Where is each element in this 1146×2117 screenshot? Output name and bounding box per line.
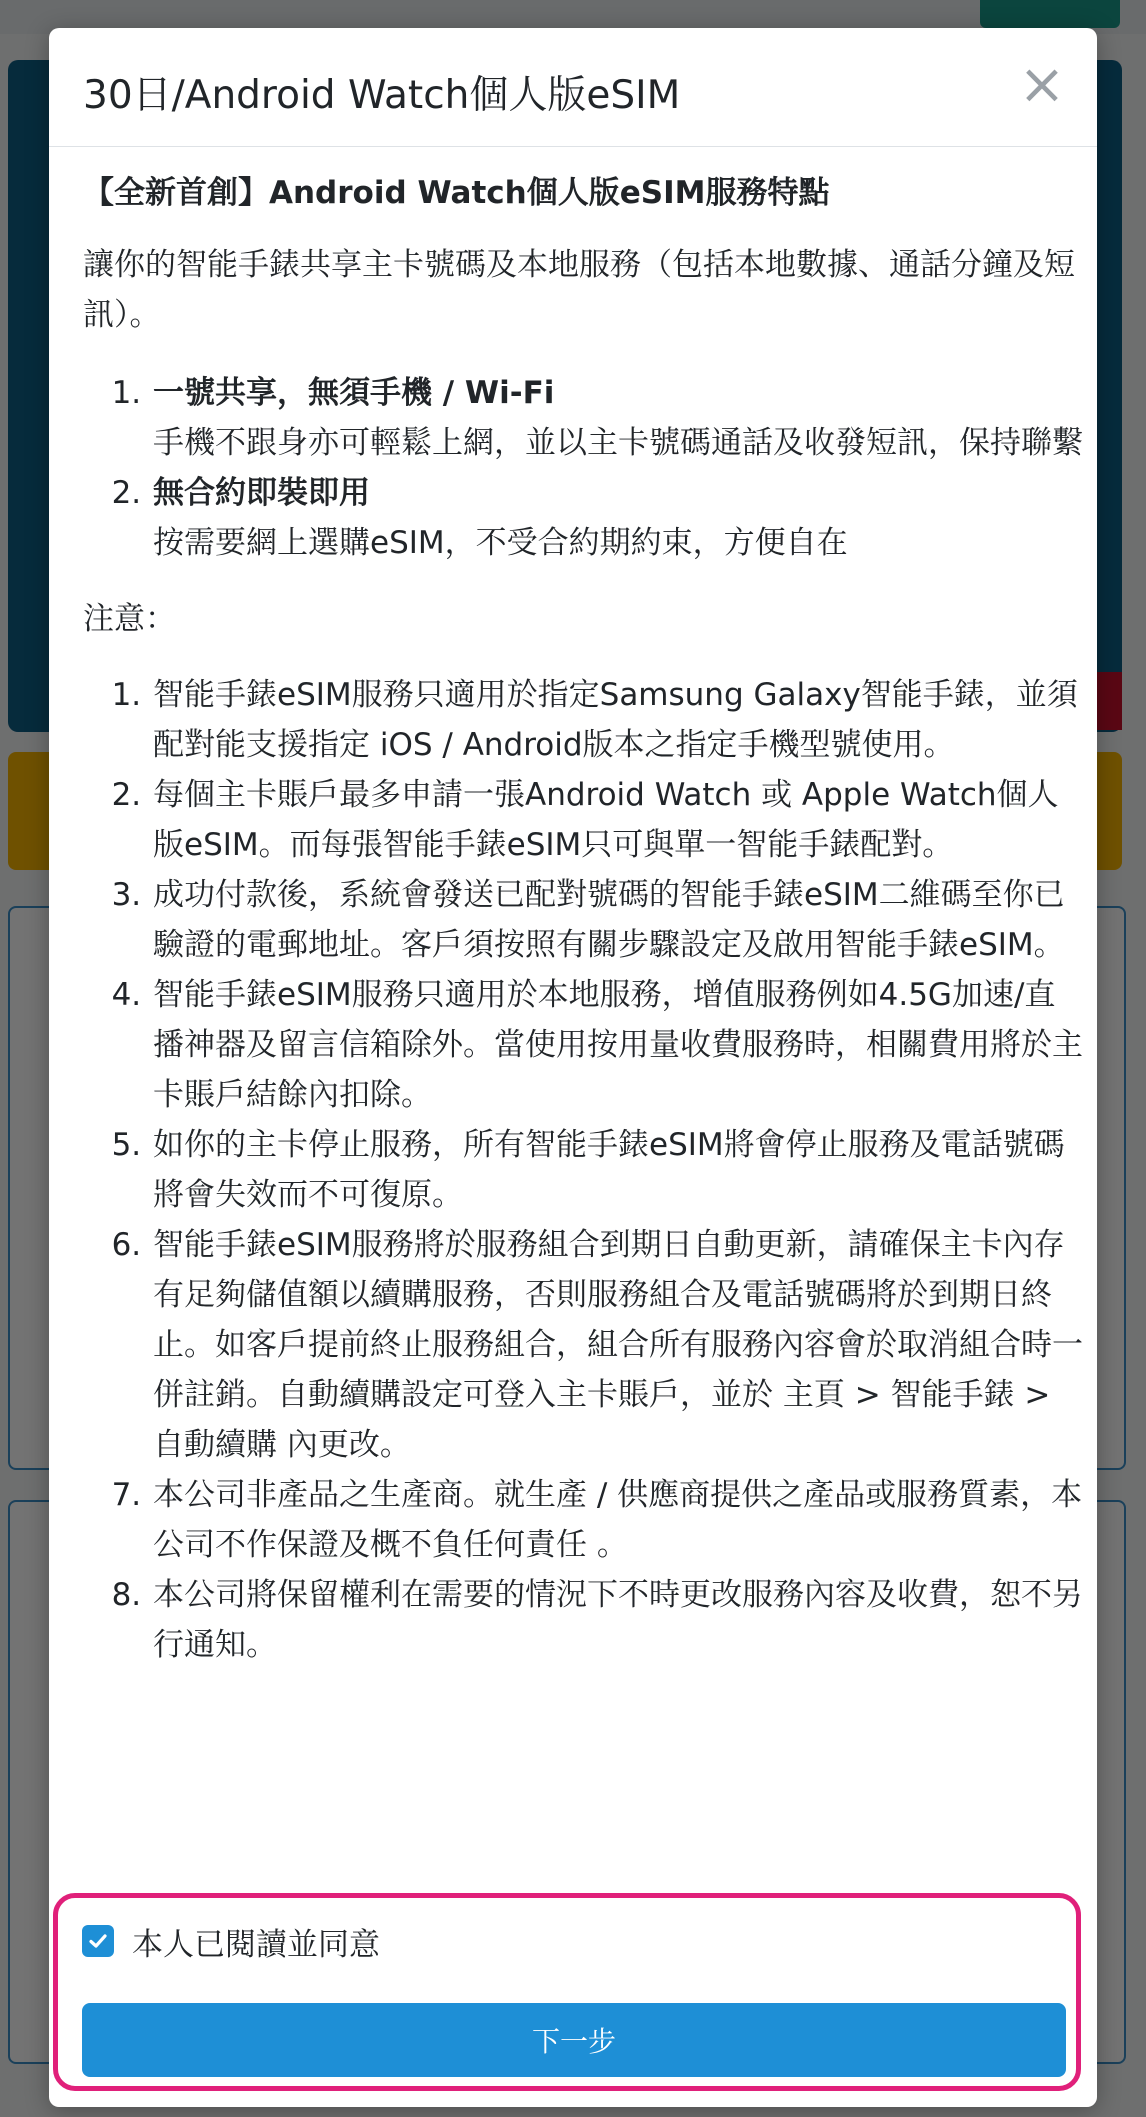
intro-text: 讓你的智能手錶共享主卡號碼及本地服務（包括本地數據、通話分鐘及短訊）。 [83, 247, 1075, 333]
feature-description: 手機不跟身亦可輕鬆上網，並以主卡號碼通話及收發短訊，保持聯繫 [153, 425, 1083, 461]
check-icon [87, 1930, 109, 1952]
list-item: 2. 每個主卡賬戶最多申請一張Android Watch 或 Apple Watch個人版eSIM。而每張智能手錶eSIM只可與單一智能手錶配對。 [151, 770, 1083, 870]
feature-title: 【全新首創】Android Watch個人版eSIM服務特點 [83, 175, 830, 211]
list-item: 5. 如你的主卡停止服務，所有智能手錶eSIM將會停止服務及電話號碼將會失效而不可復原。 [151, 1120, 1083, 1220]
list-item: 7. 本公司非產品之生產商。就生產 / 供應商提供之產品或服務質素，本公司不作保證及概不負任何責任 。 [151, 1470, 1083, 1570]
feature-heading: 1. 一號共享，無須手機 / Wi-Fi [153, 375, 555, 411]
notice-title: 注意： [83, 601, 176, 637]
agree-checkbox[interactable] [82, 1925, 114, 1957]
list-item [151, 368, 1083, 468]
next-step-button[interactable]: 下一步 [82, 2003, 1066, 2077]
list-item: 6. 智能手錶eSIM服務將於服務組合到期日自動更新，請確保主卡內存有足夠儲值額以續購服務，否則服務組合及電話號碼將於到期日終止。如客戶提前終止服務組合，組合所有服務內容會於取消組合時一併註銷。自動續購設定可登入主卡賬戶，並於 主頁 > 智能手錶 > 自動續購 內更改。 [151, 1220, 1083, 1470]
list-item: 1. 智能手錶eSIM服務只適用於指定Samsung Galaxy智能手錶，並須配對能支援指定 iOS / Android版本之指定手機型號使用。 [151, 670, 1083, 770]
list-item [151, 468, 1083, 568]
feature-heading: 2. 無合約即裝即用 [153, 475, 370, 511]
esim-terms-modal [49, 28, 1097, 2107]
feature-description: 按需要網上選購eSIM，不受合約期約束，方便自在 [153, 525, 848, 561]
close-button[interactable] [1017, 52, 1067, 117]
list-item: 8. 本公司將保留權利在需要的情況下不時更改服務內容及收費，恕不另行通知。 [151, 1570, 1083, 1670]
modal-body [83, 168, 1083, 1696]
list-item: 3. 成功付款後，系統會發送已配對號碼的智能手錶eSIM二維碼至你已驗證的電郵地址。客戶須按照有關步驟設定及啟用智能手錶eSIM。 [151, 870, 1083, 970]
agree-label: 本人已閱讀並同意 [132, 1926, 380, 1963]
agree-row[interactable] [82, 1921, 380, 1961]
modal-title: 30日/Android Watch個人版eSIM [83, 73, 681, 118]
modal-header [49, 28, 1097, 147]
notice-list [83, 670, 1083, 1670]
list-item: 4. 智能手錶eSIM服務只適用於本地服務，增值服務例如4.5G加速/直播神器及留言信箱除外。當使用按用量收費服務時，相關費用將於主卡賬戶結餘內扣除。 [151, 970, 1083, 1120]
close-icon: × [1018, 52, 1066, 117]
feature-list [83, 368, 1083, 568]
